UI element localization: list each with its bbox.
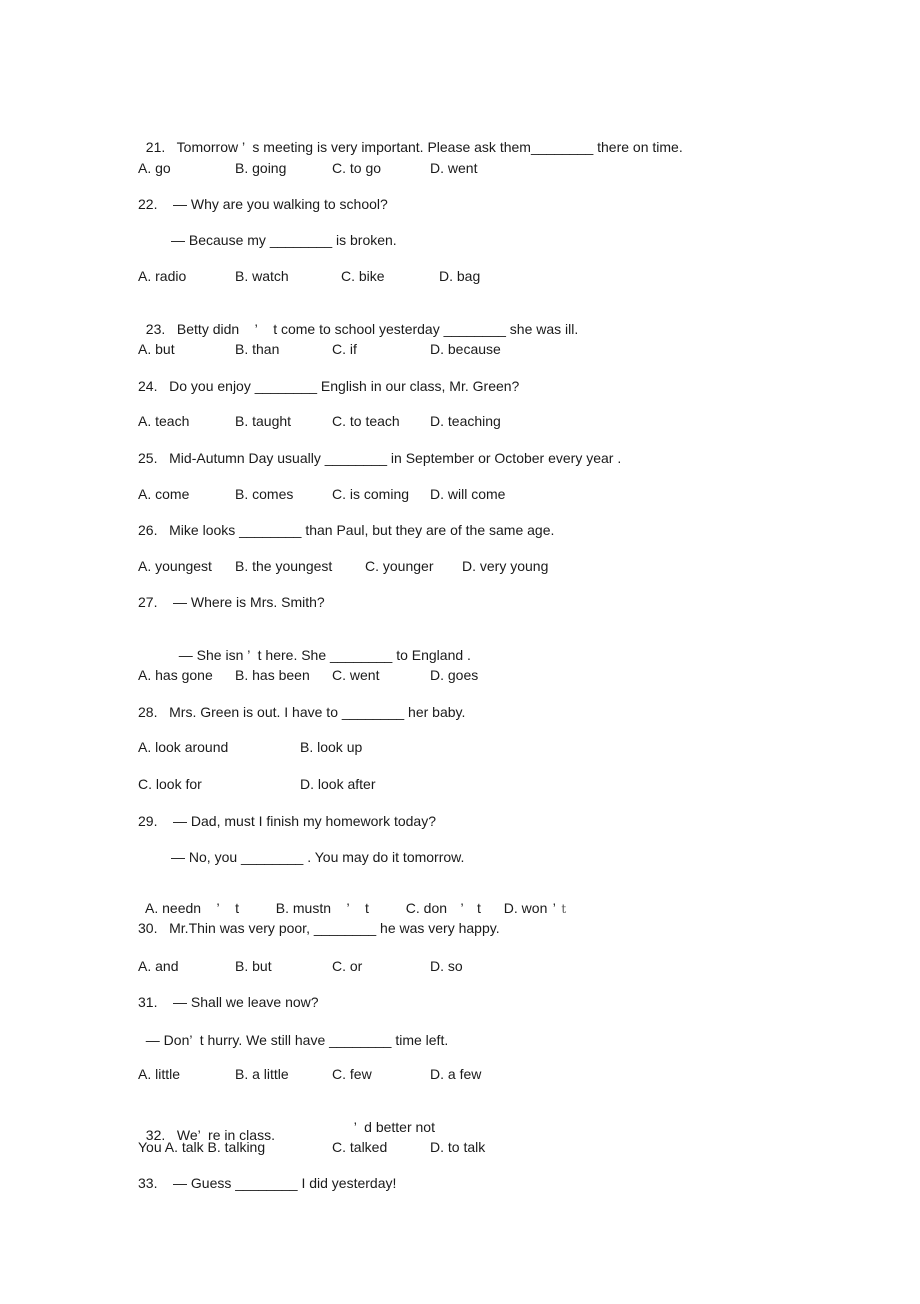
q30-option-a: A. and: [138, 958, 179, 974]
q29-option-a: A. needn ’ t: [145, 900, 239, 916]
q22-option-d: D. bag: [439, 268, 481, 284]
question-31-stem: 31. — Shall we leave now?: [138, 994, 319, 1010]
q24-option-b: B. taught: [235, 413, 292, 429]
q26-option-a: A. youngest: [138, 558, 212, 574]
q31-option-c: C. few: [332, 1066, 372, 1082]
question-33-stem: 33. — Guess ________ I did yesterday!: [138, 1175, 397, 1191]
question-27-stem: 27. — Where is Mrs. Smith?: [138, 594, 325, 610]
question-24-stem: 24. Do you enjoy ________ English in our class, Mr. Green?: [138, 378, 520, 394]
q24-option-d: D. teaching: [430, 413, 501, 429]
question-28-stem: 28. Mrs. Green is out. I have to ________ her baby.: [138, 704, 466, 720]
q25-option-b: B. comes: [235, 486, 294, 502]
q28-option-b: B. look up: [300, 739, 363, 755]
question-32-stem: 32. We’ re in class.: [145, 1127, 275, 1143]
q28-option-c: C. look for: [138, 776, 202, 792]
question-25-stem: 25. Mid-Autumn Day usually ________ in September or October every year .: [138, 450, 622, 466]
q29-option-d: D. won ’ t: [503, 900, 567, 916]
q32-options-line: You A. talk B. talking: [138, 1139, 266, 1155]
q31-option-a: A. little: [138, 1066, 181, 1082]
q24-option-a: A. teach: [138, 413, 190, 429]
q25-option-d: D. will come: [430, 486, 506, 502]
q32-option-d: D. to talk: [430, 1139, 486, 1155]
q32-option-c: C. talked: [332, 1139, 388, 1155]
q27-option-b: B. has been: [235, 667, 310, 683]
q23-option-b: B. than: [235, 341, 280, 357]
q26-option-b: B. the youngest: [235, 558, 333, 574]
question-29-reply: — No, you ________ . You may do it tomorrow.: [171, 849, 465, 865]
q25-option-c: C. is coming: [332, 486, 410, 502]
question-31-reply: — Don’ t hurry. We still have ________ time left.: [145, 1032, 449, 1048]
q28-option-d: D. look after: [300, 776, 376, 792]
q23-option-c: C. if: [332, 341, 357, 357]
q30-option-d: D. so: [430, 958, 463, 974]
q27-option-a: A. has gone: [138, 667, 213, 683]
q26-option-d: D. very young: [462, 558, 549, 574]
q22-option-b: B. watch: [235, 268, 289, 284]
q29-option-c: C. don ’ t: [405, 900, 481, 916]
q29-option-b: B. mustn ’ t: [275, 900, 369, 916]
question-22-reply: — Because my ________ is broken.: [171, 232, 397, 248]
question-29-stem: 29. — Dad, must I finish my homework today?: [138, 813, 437, 829]
question-21-stem: 21. Tomorrow ’ s meeting is very important. Please ask them________ there on time.: [145, 139, 683, 155]
q30-option-b: B. but: [235, 958, 272, 974]
q23-option-d: D. because: [430, 341, 501, 357]
question-22-stem: 22. — Why are you walking to school?: [138, 196, 388, 212]
q27-option-d: D. goes: [430, 667, 479, 683]
q27-option-c: C. went: [332, 667, 380, 683]
q25-option-a: A. come: [138, 486, 190, 502]
question-23-stem: 23. Betty didn ’ t come to school yesterday ________ she was ill.: [145, 321, 579, 337]
q26-option-c: C. younger: [365, 558, 434, 574]
question-30-stem: 30. Mr.Thin was very poor, ________ he was very happy.: [138, 920, 500, 936]
q30-option-c: C. or: [332, 958, 363, 974]
question-32-fragment: ’ d better not: [353, 1119, 435, 1135]
q31-option-d: D. a few: [430, 1066, 482, 1082]
q21-option-a: A. go: [138, 160, 171, 176]
q28-option-a: A. look around: [138, 739, 229, 755]
q24-option-c: C. to teach: [332, 413, 400, 429]
q21-option-b: B. going: [235, 160, 287, 176]
q21-option-d: D. went: [430, 160, 478, 176]
question-26-stem: 26. Mike looks ________ than Paul, but they are of the same age.: [138, 522, 555, 538]
question-27-reply: — She isn ’ t here. She ________ to England .: [178, 647, 471, 663]
q22-option-a: A. radio: [138, 268, 187, 284]
q31-option-b: B. a little: [235, 1066, 289, 1082]
q23-option-a: A. but: [138, 341, 175, 357]
q21-option-c: C. to go: [332, 160, 382, 176]
q22-option-c: C. bike: [341, 268, 385, 284]
